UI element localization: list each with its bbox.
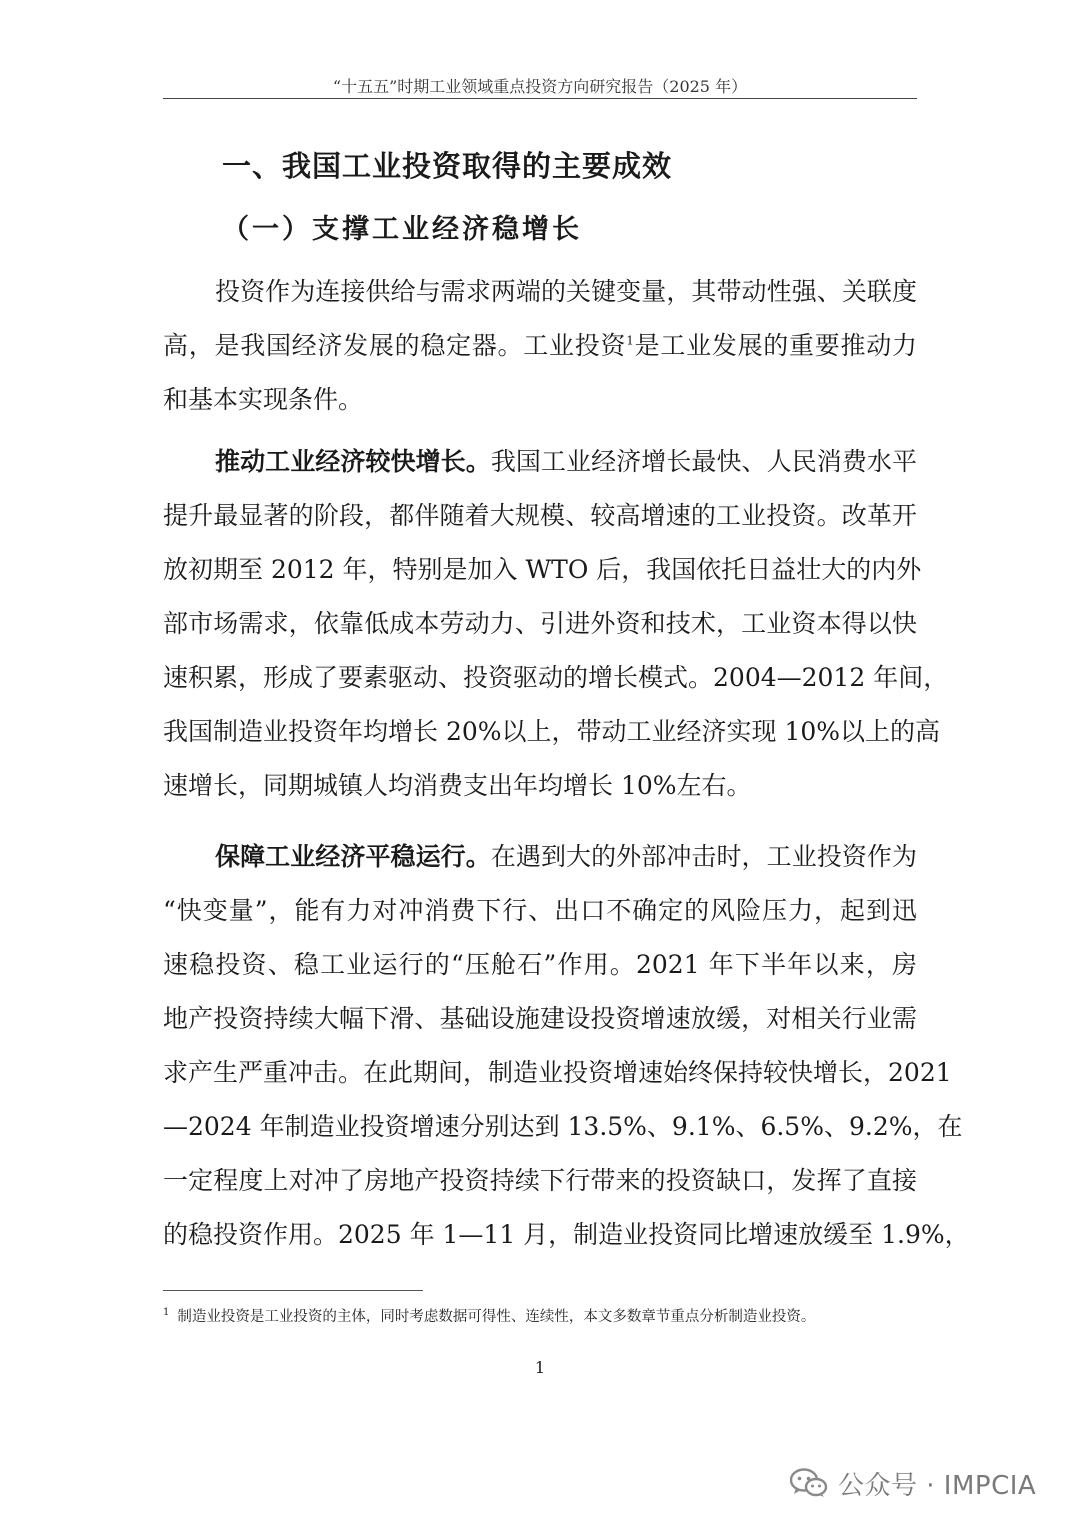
watermark (790, 1463, 1036, 1503)
footnote-reference[interactable]: 1 (626, 333, 634, 348)
paragraph-line: 地产投资持续大幅下滑、基础设施建设投资增速放缓，对相关行业需 (163, 1004, 917, 1033)
wechat-icon (790, 1467, 828, 1499)
page-number: 1 (534, 1358, 546, 1377)
paragraph-line: 速稳投资、稳工业运行的“压舱石”作用。2021 年下半年以来，房 (163, 950, 917, 979)
paragraph-lead: 推动工业经济较快增长。 (215, 447, 491, 476)
paragraph-line: —2024 年制造业投资增速分别达到 13.5%、9.1%、6.5%、9.2%，在 (163, 1112, 963, 1141)
paragraph-line: 速积累，形成了要素驱动、投资驱动的增长模式。2004—2012 年间， (163, 663, 949, 692)
paragraph-line (163, 319, 917, 373)
paragraph-line: 求产生严重冲击。在此期间，制造业投资增速始终保持较快增长，2021 (163, 1058, 952, 1087)
paragraph-line: 的稳投资作用。2025 年 1—11 月，制造业投资同比增速放缓至 1.9%， (163, 1220, 970, 1249)
paragraph-line: “快变量”，能有力对冲消费下行、出口不确定的风险压力，起到迅 (163, 896, 917, 925)
paragraph-line: 和基本实现条件。 (163, 385, 364, 414)
header-rule (163, 98, 917, 99)
text-span: 是工业发展的重要推动力 (633, 331, 917, 360)
paragraph-line: 投资作为连接供给与需求两端的关键变量，其带动性强、关联度 (215, 277, 917, 306)
paragraph-2 (163, 435, 949, 813)
paragraph-line: 我国制造业投资年均增长 20%以上，带动工业经济实现 10%以上的高 (163, 717, 941, 746)
subsection-heading: （一）支撑工业经济稳增长 (222, 214, 582, 245)
paragraph-line: 一定程度上对冲了房地产投资持续下行带来的投资缺口，发挥了直接 (163, 1166, 917, 1195)
paragraph-line (163, 435, 917, 489)
paragraph-lead: 保障工业经济平稳运行。 (215, 842, 491, 871)
running-header: “十五五”时期工业领域重点投资方向研究报告（2025 年） (332, 77, 748, 96)
text-span: 我国工业经济增长最快、人民消费水平 (490, 447, 917, 476)
footnote (163, 1305, 917, 1326)
paragraph-3 (163, 830, 970, 1262)
paragraph-line (163, 830, 917, 884)
footnote-text: 制造业投资是工业投资的主体，同时考虑数据可得性、连续性，本文多数章节重点分析制造业投资。 (177, 1309, 816, 1325)
paragraph-line: 提升最显著的阶段，都伴随着大规模、较高增速的工业投资。改革开 (163, 501, 917, 530)
text-span: 在遇到大的外部冲击时，工业投资作为 (490, 842, 917, 871)
text-span: 高，是我国经济发展的稳定器。工业投资 (163, 331, 627, 360)
watermark-text: 公众号 · IMPCIA (838, 1470, 1037, 1501)
paragraph-line: 速增长，同期城镇人均消费支出年均增长 10%左右。 (163, 771, 752, 800)
footnote-marker: 1 (163, 1307, 170, 1319)
footnote-rule (163, 1290, 423, 1291)
section-heading: 一、我国工业投资取得的主要成效 (222, 149, 673, 183)
paragraph-1 (163, 265, 917, 427)
paragraph-line: 部市场需求，依靠低成本劳动力、引进外资和技术，工业资本得以快 (163, 609, 917, 638)
paragraph-line: 放初期至 2012 年，特别是加入 WTO 后，我国依托日益壮大的内外 (163, 555, 922, 584)
